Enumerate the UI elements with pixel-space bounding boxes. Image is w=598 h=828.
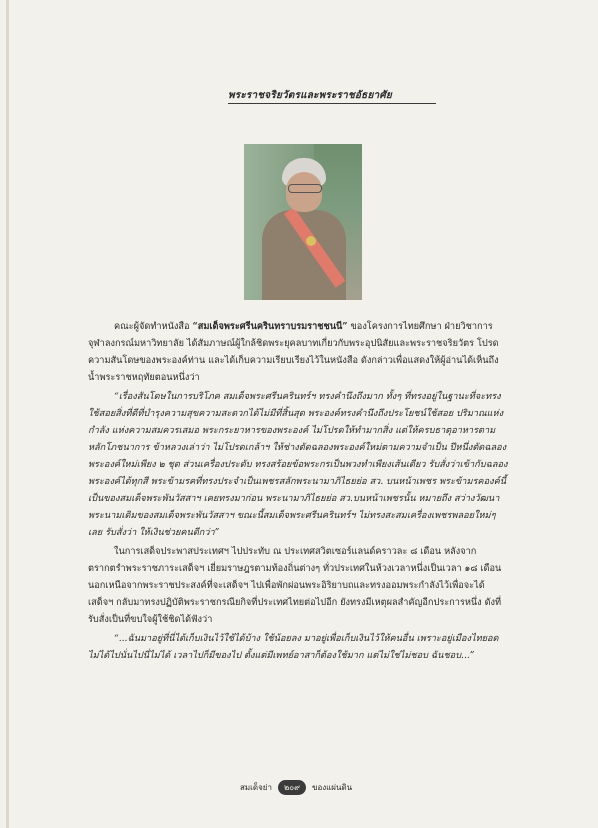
paragraph-1-rest: ของโครงการไทยศึกษา ฝ่ายวิชาการ จุฬาลงกรณ์มหาวิทยาลัย ได้สัมภาษณ์ผู้ใกล้ชิดพระยุคลบาทเกี่ยวกับพระอุปนิสัยและพระราชจริยวัตร โปรดความสันโดษของพระองค์ท่าน และได้เก็บความเรียบเรียงไว้ในหนังสือ ดังกล่าวเพื่อแสดงให้ผู้อ่านได้เห็นถึงน้ำพระราชหฤทัยตอนหนึ่งว่า [88, 321, 499, 383]
page-footer [240, 780, 352, 795]
photo-figure-glasses [288, 184, 322, 193]
footer-right: ของแผ่นดิน [311, 783, 353, 792]
article-body [88, 318, 508, 666]
photo-medal [306, 236, 316, 246]
page-number: ๒๐๙ [278, 780, 306, 795]
book-title: “สมเด็จพระศรีนครินทราบรมราชชนนี” [192, 321, 348, 332]
paragraph-1-intro: คณะผู้จัดทำหนังสือ [114, 321, 190, 332]
header-rule [228, 103, 436, 104]
quote-2: “...ฉันมาอยู่ที่นี่ได้เก็บเงินไว้ใช้ได้บ้าง ใช้น้อยลง มาอยู่เพื่อเก็บเงินไว้ให้คนอื่น เพราะอยู่เมืองไทยอดไม่ได้ไปนั่นไปนี่ไม่ได้ เวลาไปก็มีของไป ตั้งแต่มีเพทย์อาสาก็ต้องใช้มาก แต่ไม่ใช่ไม่ชอบ ฉันชอบ...” [88, 633, 499, 661]
footer-left: สมเด็จย่า [240, 783, 272, 792]
paragraph-1 [88, 318, 508, 386]
page-edge [6, 0, 9, 828]
portrait-photo [244, 144, 362, 300]
running-header: พระราชจริยวัตรและพระราชอัธยาศัย [228, 90, 392, 101]
paragraph-3: ในการเสด็จประพาสประเทศฯ ไปประทับ ณ ประเทศสวิตเซอร์แลนด์คราวละ ๘ เดือน หลังจากตรากตรำพระราชภาระเสด็จฯ เยี่ยมราษฎรตามท้องถิ่นต่างๆ ทั่วประเทศในห้วงเวลาหนึ่งเป็นเวลา ๑๘ เดือน นอกเหนือจากพระราชประสงค์ที่จะเสด็จฯ ไปเพื่อพักผ่อนพระอิริยาบถและทรงออมพระกำลังไว้เพื่อจะได้เสด็จฯ กลับมาทรงปฏิบัติพระราชกรณียกิจที่ประเทศไทยต่อไปอีก ยังทรงมีเหตุผลสำคัญอีกประการหนึ่ง ดังที่รับสั่งเป็นที่ขบใจผู้ใช้ชิดได้ฟังว่า [88, 546, 502, 625]
quote-1: “เรื่องสันโดษในการบริโภค สมเด็จพระศรีนครินทร์ฯ ทรงคำนึงถึงมาก ทั้งๆ ที่ทรงอยู่ในฐานะที่จะทรงใช้สอยสิ่งที่ดีที่บำรุงความสุขความสะดวกได้ไม่มีที่สิ้นสุด พระองค์ทรงคำนึงถึงประโยชน์ใช้สอย ปริมาณแห่งกำลัง แห่งความสมควรเสมอ พระกระยาหารของพระองค์ ไม่โปรดให้ทำมากสิ่ง แต่ให้ครบธาตุอาหารตามหลักโภชนาการ ข้าหลวงเล่าว่า ไม่โปรดเกล้าฯ ให้ช่างตัดฉลองพระองค์ใหม่ตามความจำเป็น ปีหนึ่งตัดฉลองพระองค์ใหม่เพียง ๒ ชุด ส่วนเครื่องประดับ ทรงสร้อยข้อพระกรเป็นพวงทำเพียงเส้นเดียว รับสั่งว่าเข้ากับฉลองพระองค์ได้ทุกสี พระข้ามรคที่ทรงประจำเป็นเพชรสลักพระนามาภิไธยย่อ สว. บนหน้าเพชร พระข้ามรคองค์นี้เป็นของสมเด็จพระพันวัสสาฯ เคยทรงมาก่อน พระนามาภิไธยย่อ สว.บนหน้าเพชรนั้น หมายถึง สว่างวัฒนา พระนามเดิมของสมเด็จพระพันวัสสาฯ ขณะนี้สมเด็จพระศรีนครินทร์ฯ ไม่ทรงสะสมเครื่องเพชรพลอยใหม่ๆ เลย รับสั่งว่า ให้เงินช่วยคนดีกว่า” [88, 391, 508, 538]
